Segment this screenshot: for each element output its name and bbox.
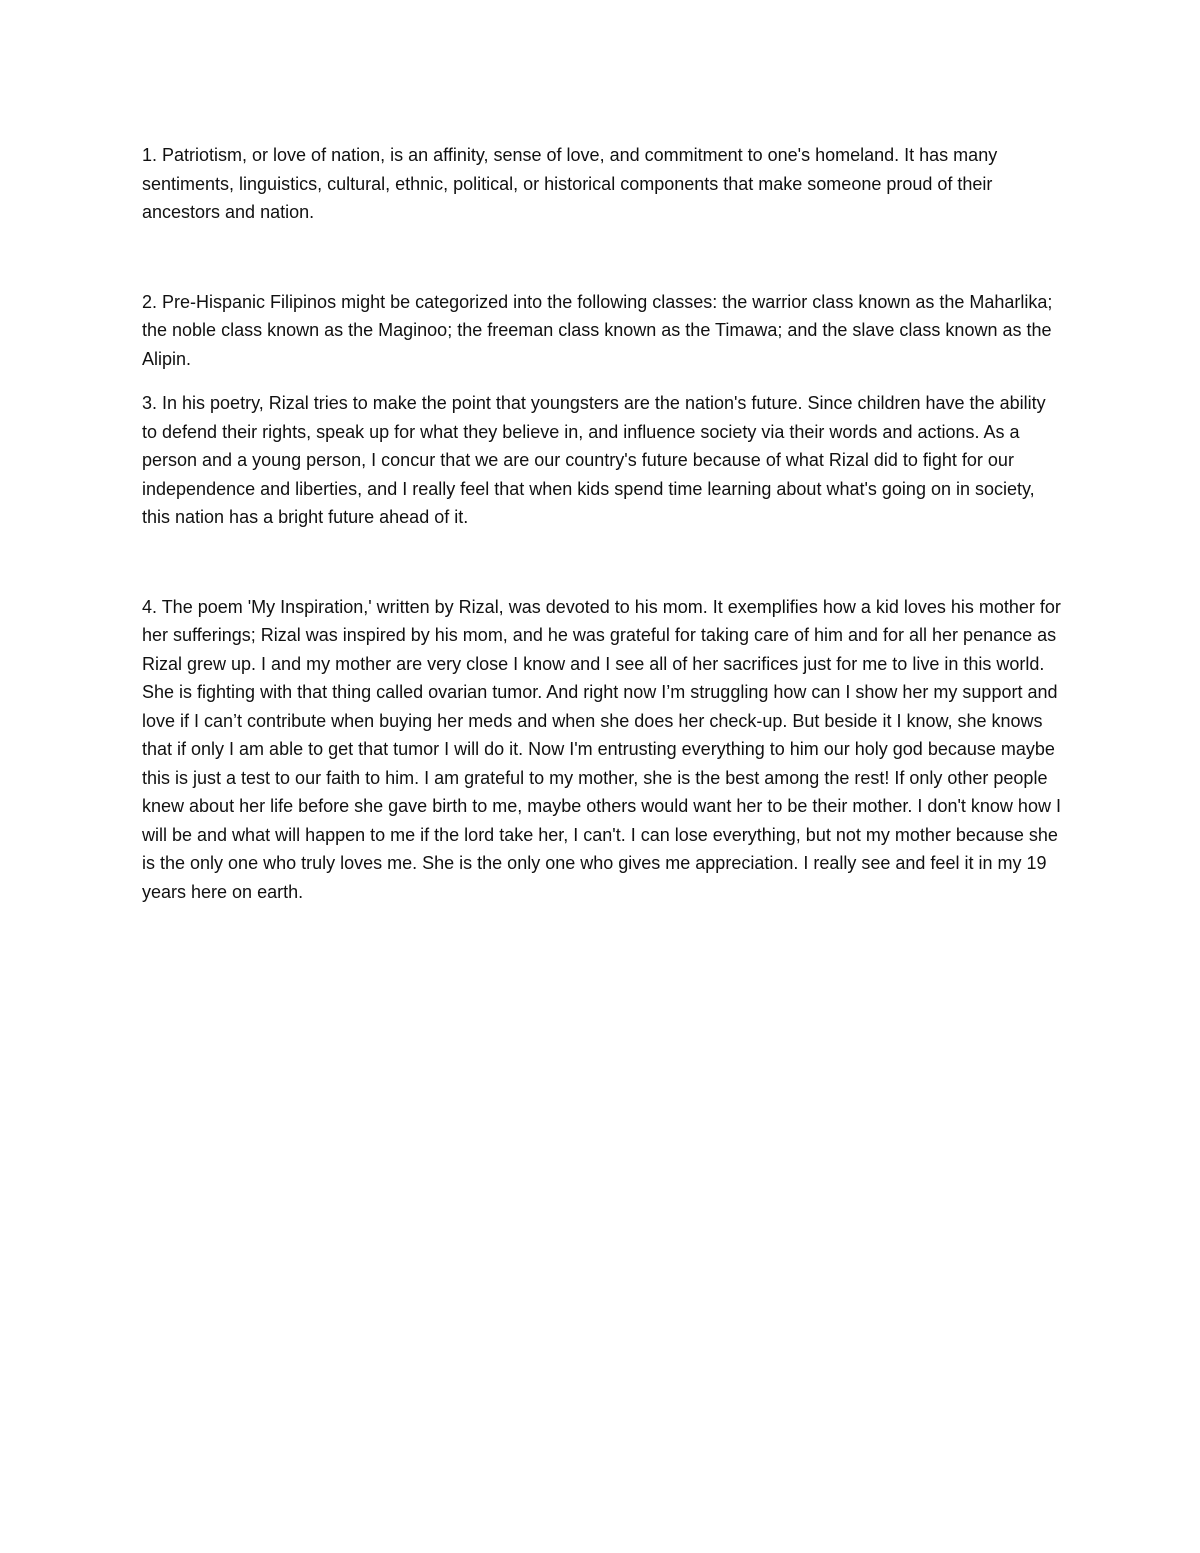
document-body: [142, 141, 1062, 906]
paragraph-pre-hispanic-classes: 2. Pre-Hispanic Filipinos might be categorized into the following classes: the warrior class known as the Maharlika; the noble class known as the Maginoo; the freeman class known as the Timawa; and the slave class known as the Alipin.: [142, 291, 1053, 369]
paragraph-patriotism: 1. Patriotism, or love of nation, is an affinity, sense of love, and commitment to one's homeland. It has many sentiments, linguistics, cultural, ethnic, political, or historical components that make someone proud of their ancestors and nation.: [142, 145, 998, 222]
paragraph-my-inspiration: 4. The poem 'My Inspiration,' written by Rizal, was devoted to his mom. It exemplifies how a kid loves his mother for her sufferings; Rizal was inspired by his mom, and he was grateful for taking care of him and for all her penance as Rizal grew up. I and my mother are very close I know and I see all of her sacrifices just for me to live in this world. She is fighting with that thing called ovarian tumor. And right now I’m struggling how can I show her my support and love if I can’t contribute when buying her meds and when she does her check-up. But beside it I know, she knows that if only I am able to get that tumor I will do it. Now I'm entrusting everything to him our holy god because maybe this is just a test to our faith to him. I am grateful to my mother, she is the best among the rest! If only other people knew about her life before she gave birth to me, maybe others would want her to be their mother. I don't know how I will be and what will happen to me if the lord take her, I can't. I can lose everything, but not my mother because she is the only one who truly loves me. She is the only one who gives me appreciation. I really see and feel it in my 19 years here on earth.: [142, 596, 1061, 902]
paragraph-youth-future: 3. In his poetry, Rizal tries to make the point that youngsters are the nation's future. Since children have the ability to defend their rights, speak up for what they believe in, and influence society via their words and actions. As a person and a young person, I concur that we are our country's future because of what Rizal did to fight for our independence and liberties, and I really feel that when kids spend time learning about what's going on in society, this nation has a bright future ahead of it.: [142, 393, 1046, 527]
